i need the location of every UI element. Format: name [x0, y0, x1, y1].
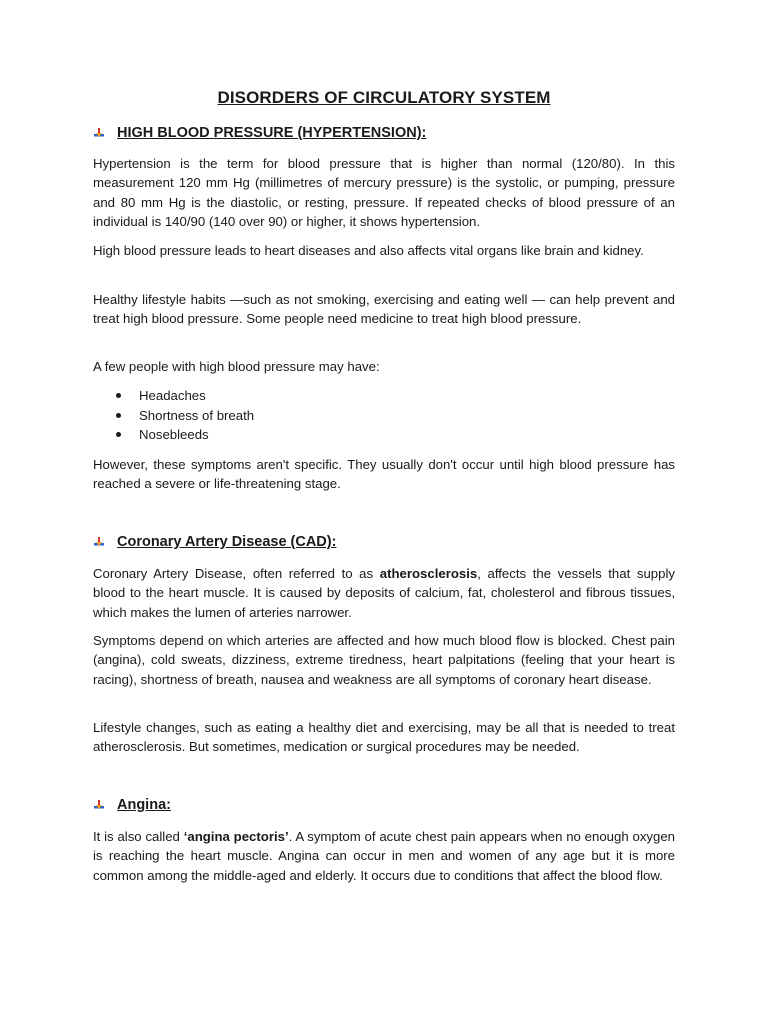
paragraph: It is also called ‘angina pectoris’. A symptom of acute chest pain appears when no enough oxygen is reaching the heart muscle. Angina can occur in men and women of any age but it is more common among the middle-aged and elderly. It occurs due to conditions that affect the blood flow.	[93, 829, 676, 883]
red-blue-arrow-bullet-icon	[93, 799, 105, 811]
symptom-list	[116, 386, 254, 445]
page-title: DISORDERS OF CIRCULATORY SYSTEM	[217, 88, 551, 107]
paragraph: Symptoms depend on which arteries are affected and how much blood flow is blocked. Chest pain (angina), cold sweats, dizziness, extreme tiredness, heart palpitations (feeling that your heart is racing), shortness of breath, nausea and weakness are all symptoms of coronary heart disease.	[93, 633, 675, 687]
bold-term: atherosclerosis	[379, 566, 478, 581]
red-blue-arrow-bullet-icon	[93, 536, 105, 548]
section-heading-hypertension	[93, 125, 426, 141]
list-item: Nosebleeds	[116, 425, 254, 445]
paragraph: Coronary Artery Disease, often referred to as atherosclerosis, affects the vessels that supply blood to the heart muscle. It is caused by deposits of calcium, fat, cholesterol and fibrous tissues, which makes the lumen of arteries narrower.	[93, 566, 676, 620]
paragraph: High blood pressure leads to heart diseases and also affects vital organs like brain and kidney.	[93, 243, 644, 258]
paragraph: Lifestyle changes, such as eating a healthy diet and exercising, may be all that is needed to treat atherosclerosis. But sometimes, medication or surgical procedures may be needed.	[93, 720, 675, 755]
paragraph: Healthy lifestyle habits —such as not smoking, exercising and eating well — can help prevent and treat high blood pressure. Some people need medicine to treat high blood pressure.	[93, 292, 675, 327]
section-heading-label: Angina:	[117, 797, 171, 813]
red-blue-arrow-bullet-icon	[93, 127, 105, 139]
paragraph: However, these symptoms aren't specific. They usually don't occur until high blood pressure has reached a severe or life-threatening stage.	[93, 457, 675, 492]
paragraph: A few people with high blood pressure may have:	[93, 359, 380, 374]
section-heading-angina	[93, 797, 171, 813]
section-heading-label: HIGH BLOOD PRESSURE (HYPERTENSION):	[117, 125, 427, 141]
section-heading-cad	[93, 534, 336, 550]
paragraph: Hypertension is the term for blood pressure that is higher than normal (120/80). In this measurement 120 mm Hg (millimetres of mercury pressure) is the systolic, or pumping, pressure and 80 mm Hg is the diastolic, or resting, pressure. If repeated checks of blood pressure of an individual is 140/90 (140 over 90) or higher, it shows hypertension.	[93, 156, 675, 230]
list-item: Headaches	[116, 386, 254, 406]
section-heading-label: Coronary Artery Disease (CAD):	[117, 534, 337, 550]
bold-term: ‘angina pectoris’	[183, 829, 289, 844]
list-item: Shortness of breath	[116, 406, 254, 426]
